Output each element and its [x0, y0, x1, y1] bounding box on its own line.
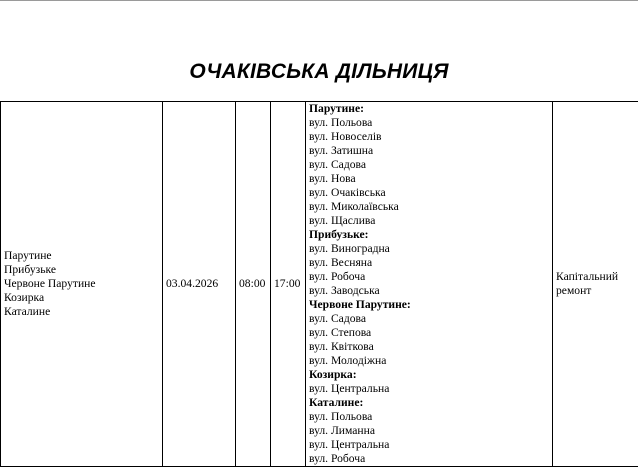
street-item: вул. Нова	[309, 172, 356, 185]
street-item: вул. Садова	[309, 312, 366, 325]
street-group-heading: Парутине:	[309, 102, 364, 115]
table-row	[1, 102, 638, 467]
street-item: вул. Квіткова	[309, 340, 374, 353]
settlements-cell	[1, 102, 163, 467]
settlement-name: Каталине	[4, 305, 51, 318]
street-item: вул. Робоча	[309, 270, 366, 283]
street-item: вул. Молодіжна	[309, 354, 387, 367]
street-item: вул. Робоча	[309, 452, 366, 465]
street-group-heading: Козирка:	[309, 368, 357, 381]
street-item: вул. Затишна	[309, 144, 374, 157]
street-group-heading: Червоне Парутине:	[309, 298, 411, 311]
outage-schedule-table	[0, 101, 638, 467]
settlement-name: Козирка	[4, 291, 45, 304]
end-time-cell: 17:00	[271, 102, 306, 467]
work-type-cell	[553, 102, 638, 467]
street-item: вул. Центральна	[309, 382, 390, 395]
settlement-name: Парутине	[4, 249, 52, 262]
street-item: вул. Виноградна	[309, 242, 390, 255]
street-item: вул. Степова	[309, 326, 372, 339]
section-title: ОЧАКІВСЬКА ДІЛЬНИЦЯ	[189, 60, 449, 83]
street-group-heading: Каталине:	[309, 396, 364, 409]
streets-cell	[306, 102, 553, 467]
date-cell: 03.04.2026	[163, 102, 236, 467]
street-item: вул. Садова	[309, 158, 366, 171]
settlement-name: Прибузьке	[4, 263, 56, 276]
street-item: вул. Польова	[309, 410, 373, 423]
street-item: вул. Польова	[309, 116, 373, 129]
street-group-heading: Прибузьке:	[309, 228, 369, 241]
street-item: вул. Весняна	[309, 256, 373, 269]
work-type-line: Капітальний	[556, 270, 619, 283]
street-item: вул. Щаслива	[309, 214, 376, 227]
street-item: вул. Центральна	[309, 438, 390, 451]
street-item: вул. Очаківська	[309, 186, 386, 199]
top-border-line	[0, 0, 638, 1]
street-item: вул. Заводська	[309, 284, 380, 297]
start-time-cell: 08:00	[236, 102, 271, 467]
street-item: вул. Миколаївська	[309, 200, 399, 213]
street-item: вул. Лиманна	[309, 424, 375, 437]
street-item: вул. Новоселів	[309, 130, 382, 143]
settlement-name: Червоне Парутине	[4, 277, 96, 290]
work-type-line: ремонт	[556, 284, 592, 297]
